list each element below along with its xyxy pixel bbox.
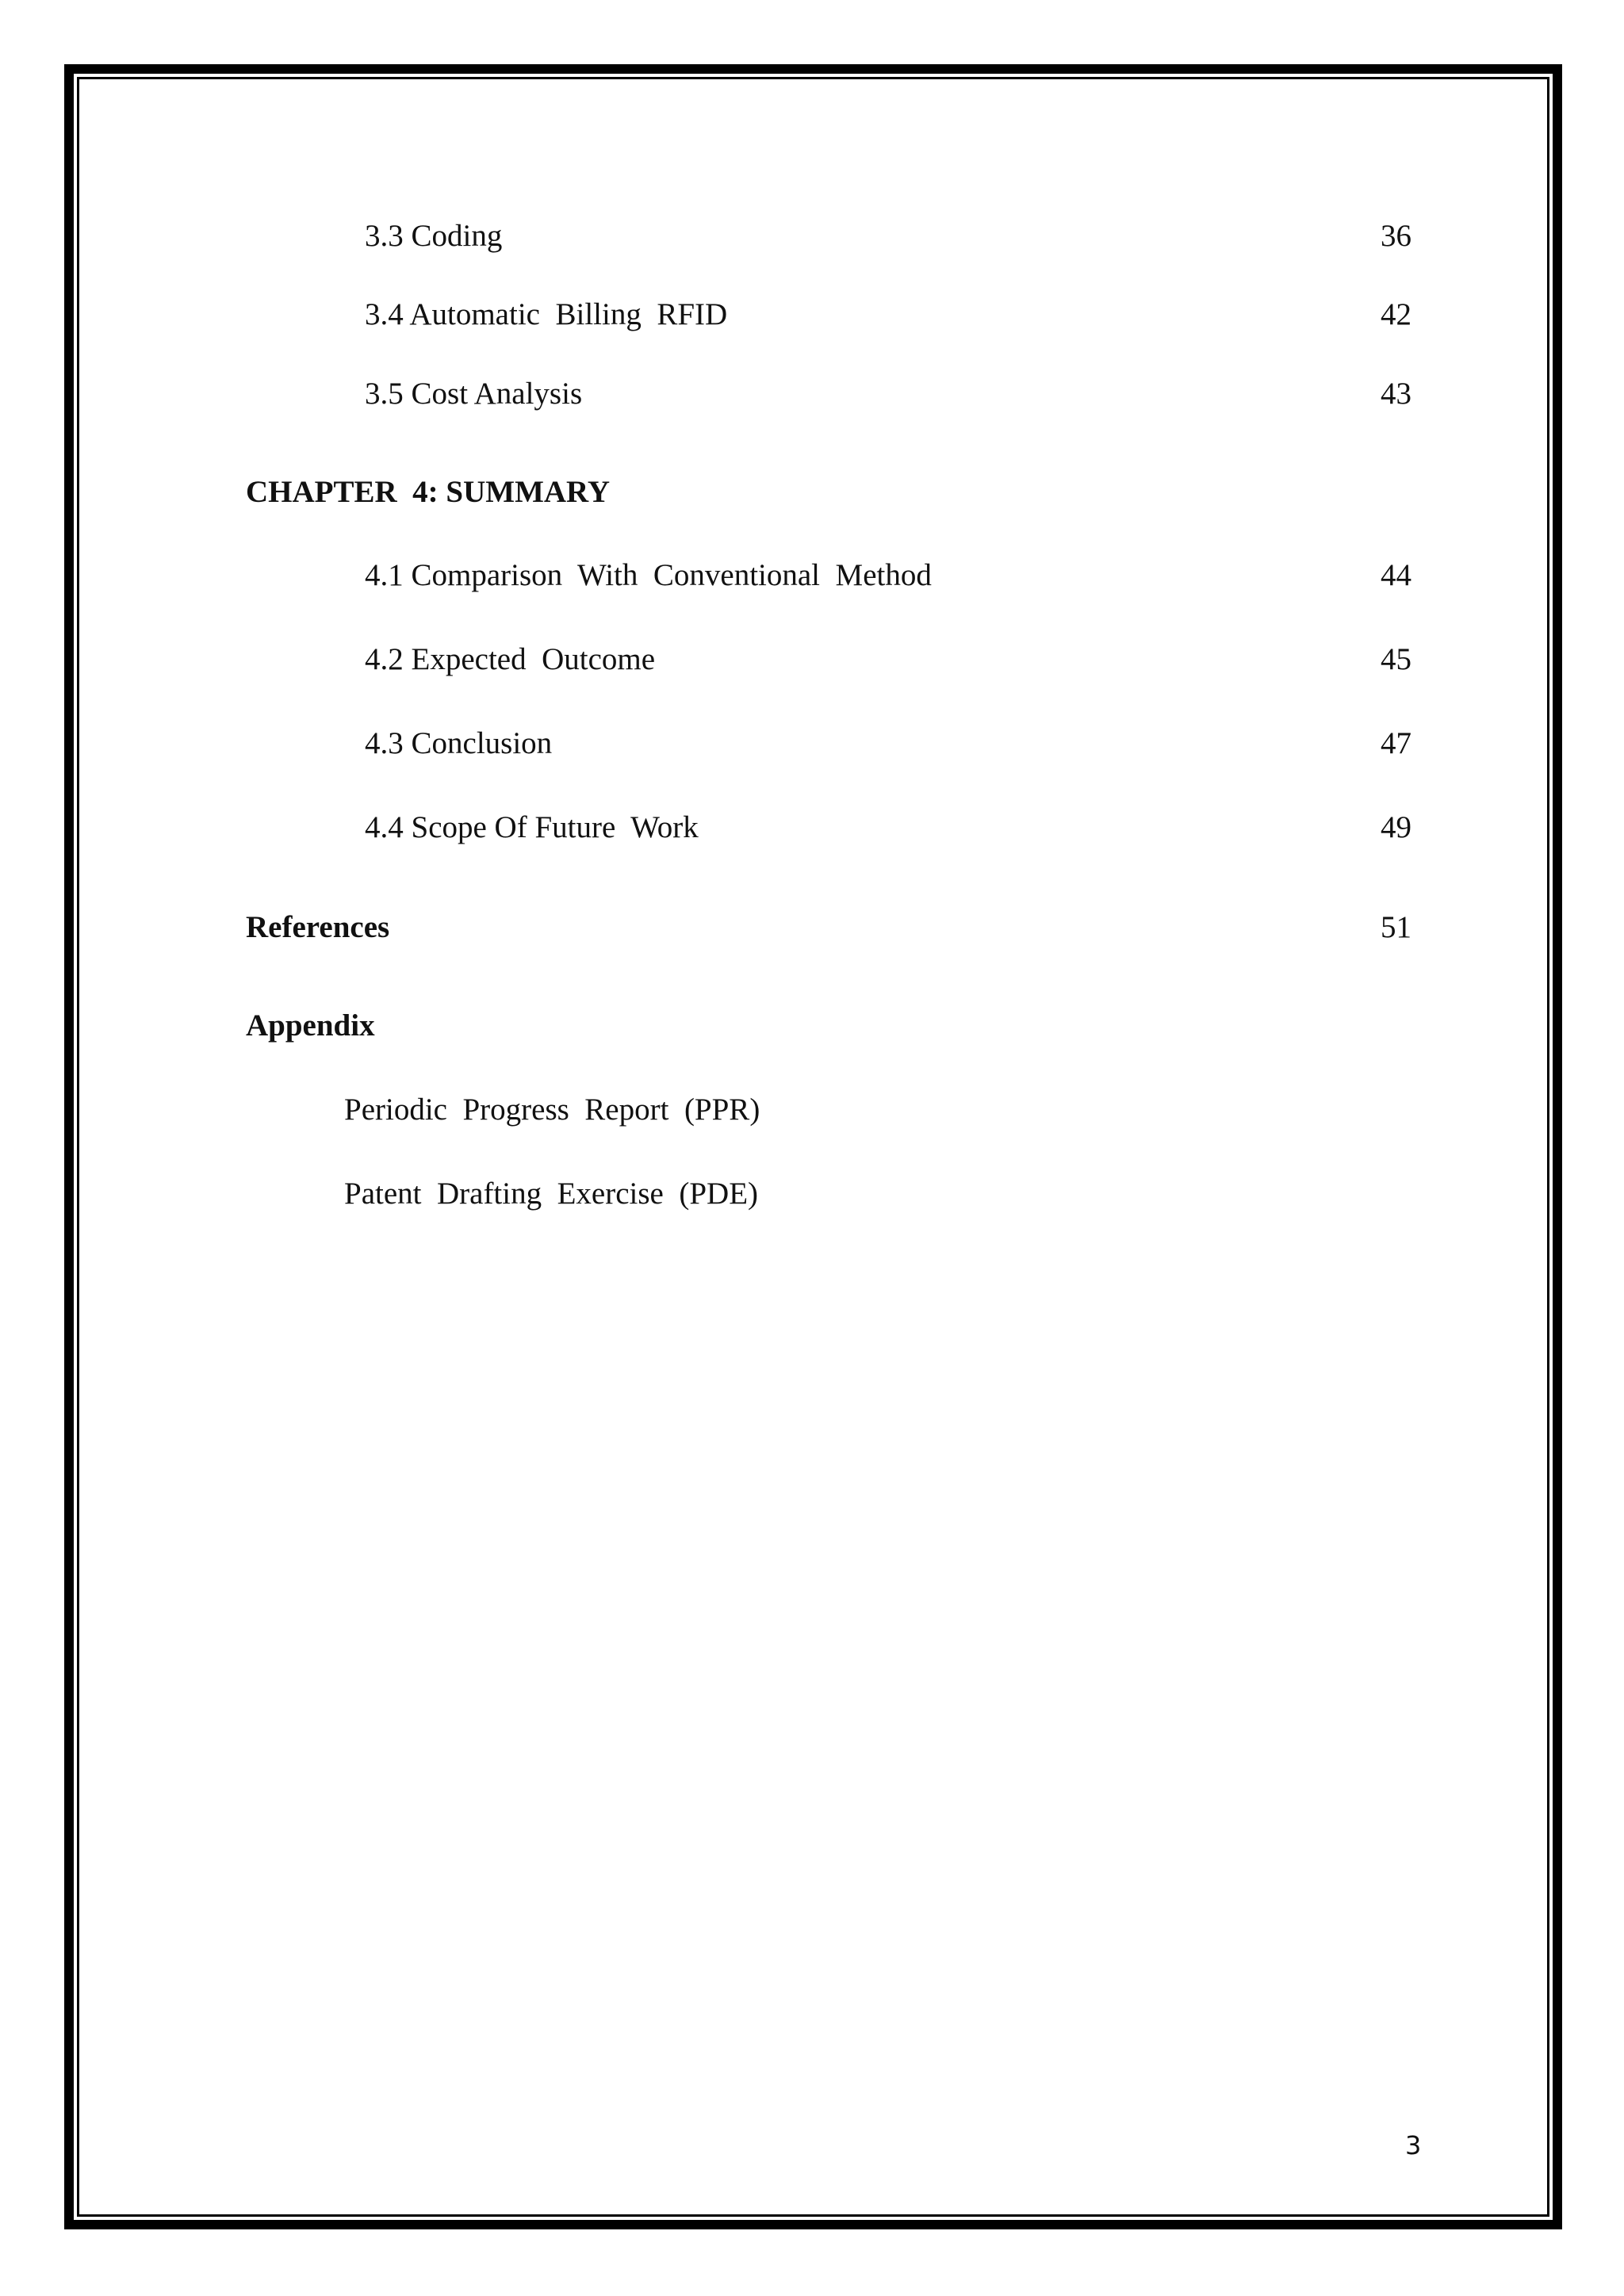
toc-page-4-2: 45 <box>1381 642 1411 676</box>
chapter-4-heading: CHAPTER 4: SUMMARY <box>246 475 611 509</box>
appendix-item-ppr: Periodic Progress Report (PPR) <box>344 1093 760 1127</box>
toc-page-4-4: 49 <box>1381 810 1411 844</box>
toc-entry-4-4: 4.4 Scope Of Future Work <box>365 810 699 844</box>
references-page: 51 <box>1381 910 1411 944</box>
appendix-heading: Appendix <box>246 1008 375 1043</box>
toc-entry-4-1: 4.1 Comparison With Conventional Method <box>365 558 932 592</box>
references-heading: References <box>246 910 390 944</box>
page-number: 3 <box>1405 2130 1422 2160</box>
toc-entry-3-5: 3.5 Cost Analysis <box>365 377 583 411</box>
toc-page-3-5: 43 <box>1381 377 1411 411</box>
toc-entry-3-3: 3.3 Coding <box>365 219 503 253</box>
toc-entry-3-4: 3.4 Automatic Billing RFID <box>365 297 728 331</box>
toc-page-3-4: 42 <box>1381 297 1411 331</box>
toc-page-3-3: 36 <box>1381 219 1411 253</box>
toc-entry-4-3: 4.3 Conclusion <box>365 726 553 760</box>
toc-page-4-1: 44 <box>1381 558 1411 592</box>
toc-page-4-3: 47 <box>1381 726 1411 760</box>
toc-entry-4-2: 4.2 Expected Outcome <box>365 642 656 676</box>
appendix-item-pde: Patent Drafting Exercise (PDE) <box>344 1177 759 1211</box>
